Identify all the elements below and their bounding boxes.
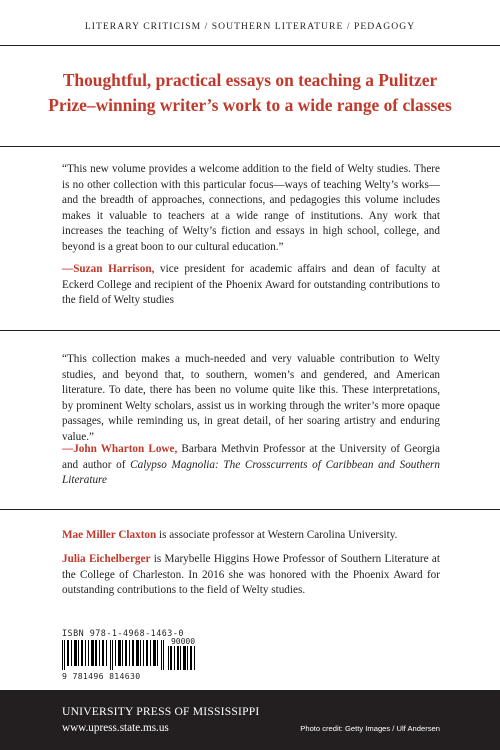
category-line: LITERARY CRITICISM / SOUTHERN LITERATURE / PEDAGOGY — [84, 21, 416, 32]
barcode-bars — [62, 640, 164, 670]
editor-text-1: is associate professor at Western Carolina University. — [156, 529, 398, 541]
blurb-quote-2: “This collection makes a much-needed and very valuable contribution to Welty studies, and beyond that, to southern, women’s and gendered, and American literature. To date, there has been no volume quite like this. These interpretations, by prominent Welty scholars, assist us in working through the writer’s more opaque passages, while reminding us, in great detail, of her soaring artistry and enduring value.” — [62, 353, 440, 443]
blurb-affiliation-2: Barbara Methvin Professor at the University of Georgia and author of — [62, 443, 440, 471]
divider-rule-1 — [0, 146, 500, 147]
blurb-affiliation-1: vice president for academic affairs and dean of faculty at Eckerd College and recipient of the Phoenix Award for outstanding contributions to the field of Welty studies — [62, 263, 440, 307]
editor-bio-2 — [62, 552, 440, 599]
blurb-attribution-1 — [62, 262, 440, 309]
editor-name-2: Julia Eichelberger — [62, 553, 151, 565]
publisher-url: www.upress.state.ms.us — [62, 722, 169, 734]
divider-rule-2 — [0, 330, 500, 331]
editor-bio-1 — [62, 528, 440, 544]
top-rule — [0, 45, 500, 46]
isbn-label: ISBN 978-1-4968-1463-0 — [62, 628, 184, 638]
ean-number: 9 781496 814630 — [62, 671, 141, 681]
blurb-author-2: —John Wharton Lowe, — [62, 443, 178, 455]
blurb-author-1: —Suzan Harrison, — [62, 263, 155, 275]
barcode-addon-bars — [168, 646, 196, 670]
editor-name-1: Mae Miller Claxton — [62, 529, 157, 541]
photo-credit: Photo credit: Getty Images / Ulf Andersen — [300, 724, 440, 733]
publisher-footer — [0, 690, 500, 750]
blurb-book-title: Calypso Magnolia: The Crosscurrents of Caribbean and Southern Literature — [62, 458, 440, 487]
divider-rule-3 — [0, 509, 500, 510]
isbn-barcode — [62, 628, 198, 682]
blurb-quote-1: “This new volume provides a welcome addition to the field of Welty studies. There is no other collection with this particular focus—ways of teaching Welty’s works—and the breadth of approaches, connections, and pedagogies this volume includes makes it valuable to teachers at a wide range of institutions. Any work that increases the teaching of Welty’s fiction and essays in high school, college, and beyond is a great boon to our cultural education.” — [62, 163, 440, 253]
headline: Thoughtful, practical essays on teaching a Pulitzer Prize–winning writer’s work to a wide range of classes — [48, 70, 452, 115]
editor-text-2: is Marybelle Higgins Howe Professor of Southern Literature at the College of Charleston. In 2016 she was honored with the Phoenix Award for outstanding contributions to the field of Welty studies. — [62, 553, 440, 597]
publisher-name: UNIVERSITY PRESS OF MISSISSIPPI — [62, 705, 260, 718]
barcode-addon-number: 90000 — [170, 637, 196, 646]
blurb-attribution-2 — [62, 442, 440, 489]
